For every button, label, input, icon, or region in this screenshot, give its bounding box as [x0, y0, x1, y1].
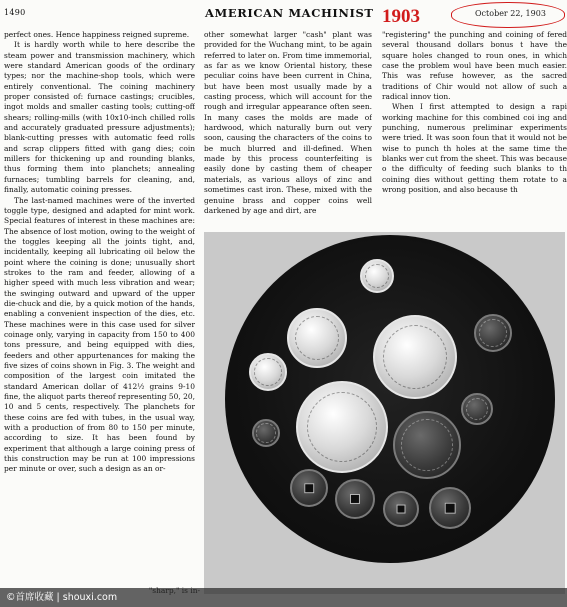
- paragraph: It is hardly worth while to here describe the steam power and transmission machinery, which were standard American goods of the ordinary types; nor the machine-shop tools, which were entirely conventional. The coining machinery proper consisted of: furnace castings; crucibles, ingot molds and smaller casting tools; cutting-off shears; rolling-mills (with 10x10-inch chilled rolls and accurately graduated pressure adjustments); blank-cutting presses with automatic feed rolls and scrap clippers fitted with gang dies; coin millers for thickening up and rounding blanks, thus forming them into planchets; annealing furnaces; tumbling barrels for cleaning, and, finally, automatic coining presses.: [4, 40, 195, 195]
- paragraph: The last-named machines were of the inverted toggle type, designed and adapted for mint work. Special features of interest in these machines are: The absence of lost motion, owing to the weight of the toggles keeping all the joints tight, and, incidentally, keeping all lubricating oil below the point where the coining is done; unusually short strokes to the ram and feeder, allowing of a higher speed with much less vibration and wear; the swinging outward and upward of the upper die-chuck and die, by a quick motion of the hands, enabling a convenient inspection of the dies, etc. These machines were in this case used for silver coinage only, varying in capacity from 150 to 400 tons pressure, and being equipped with dies, feeders and other appurtenances for making the five sizes of coins shown in Fig. 3. The weight and composition of the largest coin imitated the standard American dollar of 412½ grains 9-10 fine, the aliquot parts thereof representing 50, 20, 10 and 5 cents, respectively. The planchets for these coins are fed with tubes, in the usual way, with a production of from 80 to 150 per minute, according to size. It has been found by experiment that although a large coining press of this construction may be run at 100 impressions per minute or over, such a design as an or-: [4, 195, 195, 474]
- coin: [383, 491, 419, 527]
- text-column-left: [4, 30, 195, 600]
- coin: [373, 315, 457, 399]
- paragraph: perfect ones. Hence happiness reigned supreme.: [4, 30, 190, 39]
- text-column-right: [382, 30, 567, 226]
- coin: [461, 393, 493, 425]
- coin: [429, 487, 471, 529]
- coin-photograph: [204, 232, 565, 594]
- text-column-middle: [204, 30, 372, 226]
- paragraph: "registering" the punching and coining of fered several thousand dollars bonus t have the square holes changed to roun ones, in which case the problem woul have been much easier. This was refuse however, as the sacred traditions of Chir would not allow of such a radical innov tion.: [382, 30, 567, 102]
- page-header: [0, 0, 567, 27]
- issue-date: October 22, 1903: [475, 9, 546, 18]
- coin: [290, 469, 328, 507]
- coin: [252, 419, 280, 447]
- paragraph: When I first attempted to design a rapi working machine for this combined coi ing and punching, numerous preliminar experiments were tried. It was soon foun that it would not be wise to punch th holes at the same time the blanks wer cut from the sheet. This was because o the difficulty of feeding such blanks to th coining dies without getting them rotate to a wrong position, and also because th: [382, 102, 567, 195]
- year-annotation: 1903: [382, 6, 420, 27]
- coin: [287, 308, 347, 368]
- coin-display-disc: [225, 235, 555, 563]
- page-number: 1490: [4, 8, 26, 17]
- paragraph: other somewhat larger "cash" plant was provided for the Wuchang mint, to be again referred to later on. From time immemorial, as far as we know Oriental history, these peculiar coins have been current in China, but have been most usually made by a casting process, which will account for the rough and irregular appearance often seen. In many cases the molds are made of hardwood, which naturally burn out very soon, causing the characters of the coins to be much blurred and ill-defined. When made by this process counterfeiting is easily done by casting them of cheaper materials, as various alloys of zinc and sometimes cast iron. These, mixed with the genuine brass and copper coins well darkened by age and dirt, are: [204, 30, 372, 215]
- coin: [393, 411, 461, 479]
- coin: [296, 381, 388, 473]
- coin: [335, 479, 375, 519]
- coin: [474, 314, 512, 352]
- coin: [360, 259, 394, 293]
- publication-title: AMERICAN MACHINIST: [205, 6, 374, 20]
- watermark: ©首席收藏 | shouxi.com: [0, 588, 567, 607]
- coin: [249, 353, 287, 391]
